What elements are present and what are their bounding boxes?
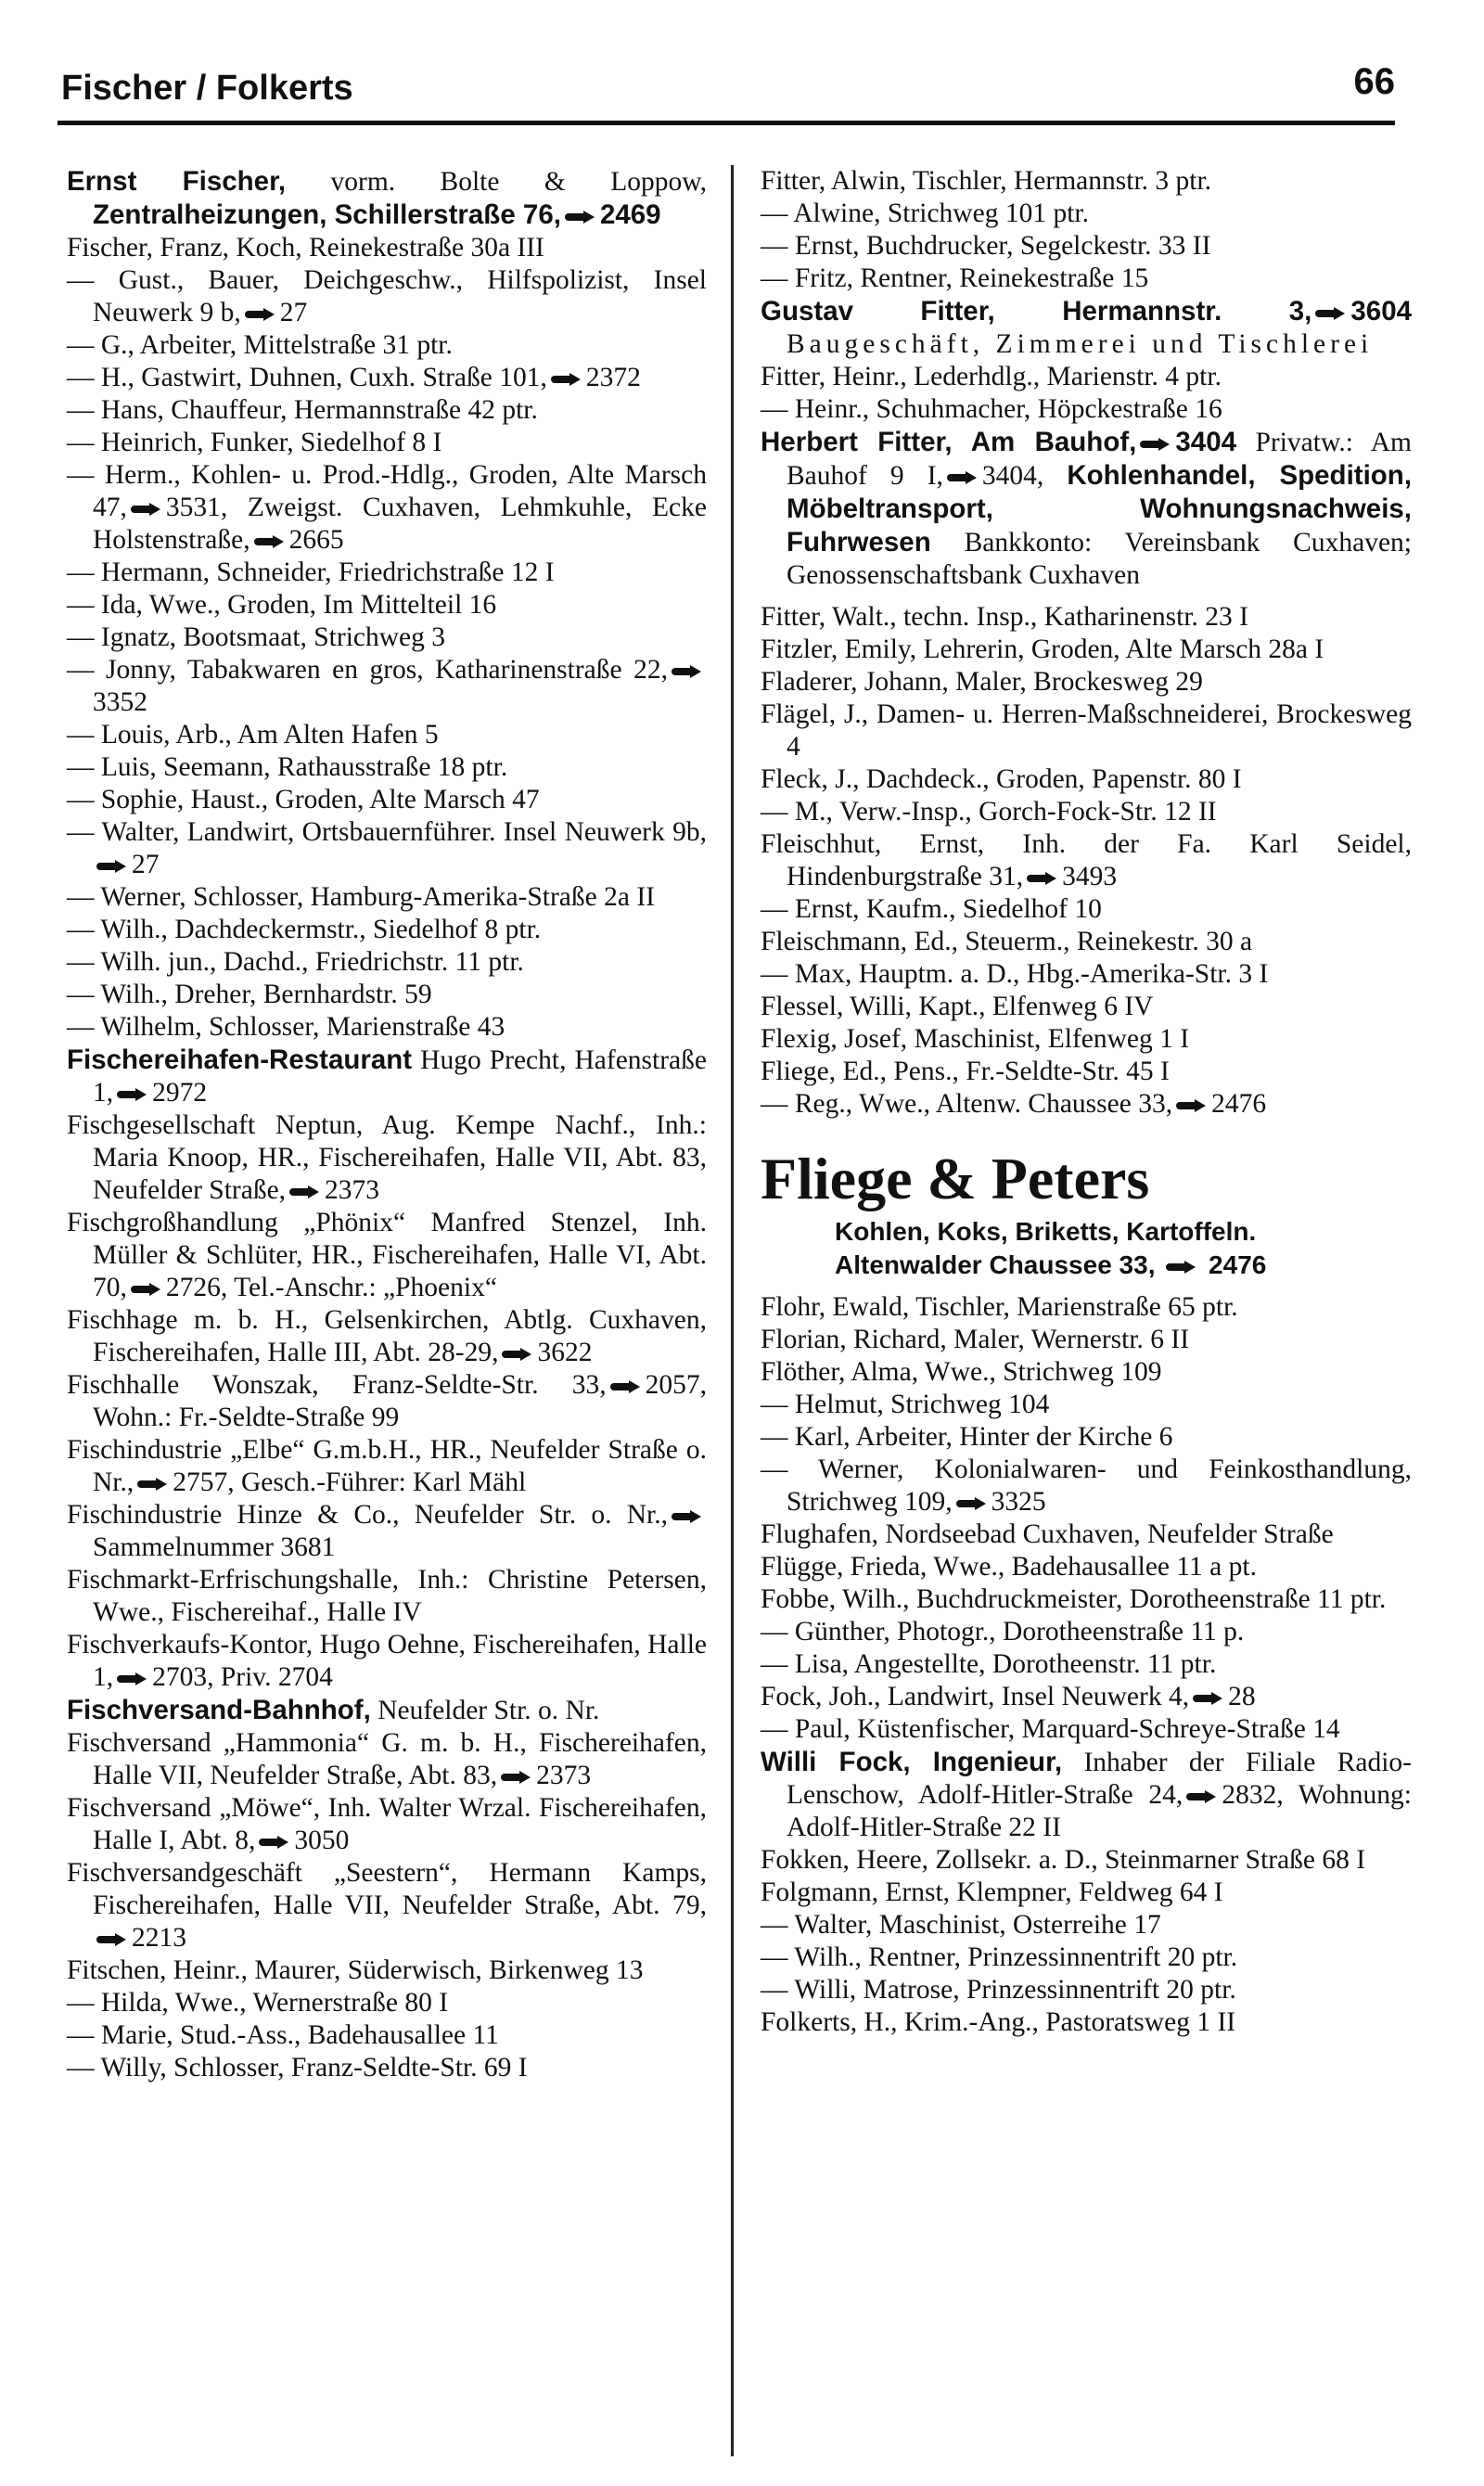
telephone-icon	[1186, 1790, 1218, 1803]
entry-text: Fischversand „Hammonia“ G. m. b. H., Fischereihafen, Halle VII, Neufelder Straße, Abt. 83,	[67, 1728, 707, 1790]
entry-text: — Ida, Wwe., Groden, Im Mittelteil 16	[67, 590, 497, 620]
directory-entry	[67, 751, 707, 784]
directory-entry	[67, 1987, 707, 2019]
directory-entry	[761, 828, 1412, 893]
telephone-icon	[245, 308, 276, 321]
directory-entry	[761, 991, 1412, 1023]
entry-text: — Walter, Landwirt, Ortsbauernführer. Insel Neuwerk 9b,	[67, 817, 707, 847]
directory-entry	[761, 698, 1412, 763]
entry-text: Fischindustrie Hinze & Co., Neufelder Str. o. Nr.,	[67, 1500, 668, 1530]
entry-text: Baugeschäft, Zimmerei und Tischlerei	[787, 329, 1374, 359]
telephone-icon	[551, 373, 582, 386]
directory-entry	[67, 1109, 707, 1207]
entry-bold-text: Am Bauhof,	[952, 427, 1137, 457]
directory-entry	[67, 1011, 707, 1044]
directory-entry	[761, 1681, 1412, 1713]
entry-text: 2373	[325, 1175, 380, 1205]
telephone-icon	[610, 1380, 642, 1393]
directory-entry	[67, 914, 707, 946]
entry-text: 2213	[132, 1923, 186, 1953]
entry-text: — Günther, Photogr., Dorotheenstraße 11 p.	[761, 1617, 1245, 1647]
directory-entry	[67, 329, 707, 362]
entry-text: — Louis, Arb., Am Alten Hafen 5	[67, 720, 439, 750]
directory-entry	[761, 1088, 1412, 1121]
entry-text: Fischindustrie „Elbe“ G.m.b.H., HR., Neufelder Straße o. Nr.,	[67, 1435, 707, 1497]
entry-text: — Wilh., Dreher, Bernhardstr. 59	[67, 980, 432, 1009]
entry-text: — Fritz, Rentner, Reinekestraße 15	[761, 263, 1149, 293]
directory-entry	[67, 459, 707, 557]
directory-entry	[67, 1434, 707, 1499]
entry-text: — Willi, Matrose, Prinzessinnentrift 20 ptr.	[761, 1975, 1236, 2005]
directory-entry	[67, 881, 707, 914]
entry-text: — Jonny, Tabakwaren en gros, Katharinenstraße 22,	[67, 655, 668, 685]
entry-bold-text: Gustav Fitter,	[761, 296, 995, 327]
entry-text: Fobbe, Wilh., Buchdruckmeister, Dorotheenstraße 11 ptr.	[761, 1584, 1387, 1614]
entry-text: — Heinrich, Funker, Siedelhof 8 I	[67, 428, 442, 457]
directory-entry	[67, 1207, 707, 1304]
directory-entry	[761, 1421, 1412, 1454]
telephone-icon	[1027, 872, 1058, 885]
directory-entry	[67, 2052, 707, 2084]
directory-entry	[67, 654, 707, 719]
telephone-icon	[1193, 1692, 1224, 1705]
directory-entry	[761, 1909, 1412, 1941]
advertisement-block	[761, 1143, 1412, 1282]
telephone-icon	[1140, 438, 1171, 451]
entry-text: — Sophie, Haust., Groden, Alte Marsch 47	[67, 785, 540, 814]
entry-text: Fleck, J., Dachdeck., Groden, Papenstr. 80 I	[761, 764, 1242, 794]
directory-entry	[761, 666, 1412, 698]
entry-text: — Wilh. jun., Dachd., Friedrichstr. 11 ptr.	[67, 947, 524, 977]
entry-text: 2372	[585, 363, 641, 392]
entry-text: Fischversand „Möwe“, Inh. Walter Wrzal. Fischereihafen, Halle I, Abt. 8,	[67, 1793, 707, 1855]
column-divider	[731, 165, 734, 2456]
directory-entry	[67, 557, 707, 589]
entry-text: Neufelder Str. o. Nr.	[370, 1696, 600, 1725]
entry-text: Fleischhut, Ernst, Inh. der Fa. Karl Seidel, Hindenburgstraße 31,	[761, 829, 1412, 891]
entry-text: — Ernst, Buchdrucker, Segelckestr. 33 II	[761, 231, 1211, 261]
advertisement-line: Altenwalder Chaussee 33, 2476	[835, 1250, 1267, 1279]
entry-text: Fischhage m. b. H., Gelsenkirchen, Abtlg. Cuxhaven, Fischereihafen, Halle III, Abt. 28-29,	[67, 1305, 707, 1367]
entry-text: — Hans, Chauffeur, Hermannstraße 42 ptr.	[67, 395, 538, 425]
directory-entry	[67, 1792, 707, 1857]
entry-bold-text: 2469	[599, 199, 661, 230]
entry-text: — Willy, Schlosser, Franz-Seldte-Str. 69 I	[67, 2053, 528, 2082]
entry-text: Fitter, Walt., techn. Insp., Katharinenstr. 23 I	[761, 602, 1248, 632]
directory-entry	[761, 361, 1412, 393]
telephone-icon	[259, 1836, 290, 1849]
directory-entry	[67, 1857, 707, 1954]
directory-entry	[67, 1564, 707, 1629]
entry-text: — Luis, Seemann, Rathausstraße 18 ptr.	[67, 752, 508, 782]
entry-text: Fischer, Franz, Koch, Reinekestraße 30a III	[67, 233, 544, 263]
entry-text: 2373	[536, 1761, 592, 1790]
entry-text: Fischverkaufs-Kontor, Hugo Oehne, Fischereihafen, Halle 1,	[67, 1630, 707, 1692]
telephone-icon	[947, 471, 979, 484]
entry-text: — Marie, Stud.-Ass., Badehausallee 11	[67, 2020, 499, 2050]
directory-entry	[761, 1324, 1412, 1356]
left-column	[67, 165, 707, 2084]
directory-entry	[67, 1694, 707, 1727]
directory-entry	[67, 622, 707, 654]
directory-entry	[761, 926, 1412, 958]
entry-text: Flohr, Ewald, Tischler, Marienstraße 65 ptr.	[761, 1292, 1238, 1322]
directory-entry	[761, 1941, 1412, 1974]
telephone-icon	[672, 1510, 703, 1523]
entry-text: Fleischmann, Ed., Steuerm., Reinekestr. 30 a	[761, 927, 1253, 956]
directory-entry	[67, 232, 707, 264]
entry-text: — Helmut, Strichweg 104	[761, 1390, 1050, 1419]
entry-text: Fischversandgeschäft „Seestern“, Hermann Kamps, Fischereihafen, Halle VII, Neufelder Straße, Abt. 79,	[67, 1858, 707, 1920]
entry-text: 3325	[991, 1487, 1046, 1517]
entry-text: Fokken, Heere, Zollsekr. a. D., Steinmarner Straße 68 I	[761, 1845, 1366, 1875]
directory-entry	[761, 1023, 1412, 1056]
directory-entry	[761, 426, 1412, 592]
directory-entry	[761, 393, 1412, 426]
directory-entry	[67, 1954, 707, 1987]
telephone-icon	[1166, 1261, 1197, 1274]
directory-entry	[67, 1044, 707, 1109]
telephone-icon	[131, 1283, 162, 1296]
directory-entry	[761, 1291, 1412, 1324]
directory-entry	[761, 230, 1412, 263]
directory-entry	[761, 165, 1412, 198]
page-header	[58, 56, 1395, 125]
directory-entry	[761, 1616, 1412, 1648]
entry-text: 28	[1228, 1682, 1256, 1711]
directory-entry	[67, 165, 707, 232]
entry-text: 2757, Gesch.-Führer: Karl Mähl	[173, 1467, 527, 1497]
entry-text: Fischmarkt-Erfrischungshalle, Inh.: Christine Petersen, Wwe., Fischereihaf., Halle IV	[67, 1565, 707, 1627]
directory-entry	[67, 427, 707, 459]
directory-entry	[761, 1746, 1412, 1844]
entry-text: 2972	[152, 1078, 208, 1108]
entry-text: 3493	[1062, 862, 1118, 891]
entry-text: — Herm., Kohlen- u. Prod.-Hdlg., Groden, Alte Marsch 47,	[67, 460, 707, 522]
telephone-icon	[96, 1933, 128, 1946]
entry-text: — Wilhelm, Schlosser, Marienstraße 43	[67, 1012, 505, 1042]
entry-text: 3352	[93, 687, 147, 717]
telephone-icon	[254, 535, 286, 548]
entry-text: Fliege, Ed., Pens., Fr.-Seldte-Str. 45 I	[761, 1057, 1170, 1086]
entry-text: 3050	[294, 1826, 350, 1855]
entry-text: Fitter, Alwin, Tischler, Hermannstr. 3 ptr.	[761, 166, 1212, 196]
entry-text: Florian, Richard, Maler, Wernerstr. 6 II	[761, 1325, 1190, 1354]
entry-text: — Max, Hauptm. a. D., Hbg.-Amerika-Str. 3 I	[761, 959, 1269, 989]
header-name-range: Fischer / Folkerts	[61, 69, 353, 108]
entry-text: Fitter, Heinr., Lederhdlg., Marienstr. 4 ptr.	[761, 362, 1222, 391]
entry-text: 3622	[537, 1338, 593, 1367]
directory-entry	[761, 1356, 1412, 1389]
directory-entry	[761, 1877, 1412, 1909]
entry-text: — Lisa, Angestellte, Dorotheenstr. 11 ptr.	[761, 1649, 1217, 1679]
entry-text: Fock, Joh., Landwirt, Insel Neuwerk 4,	[761, 1682, 1190, 1711]
advertisement-title: Fliege & Peters	[761, 1146, 1150, 1211]
entry-text: Fischgroßhandlung „Phönix“ Manfred Stenzel, Inh. Müller & Schlüter, HR., Fischereihafen, Halle VI, Abt. 70,	[67, 1208, 707, 1302]
entry-text: — Hilda, Wwe., Wernerstraße 80 I	[67, 1988, 449, 2018]
entry-bold-text: Willi Fock, Ingenieur,	[761, 1747, 1063, 1777]
entry-text: — Alwine, Strichweg 101 ptr.	[761, 199, 1089, 228]
entry-bold-text: Fischereihafen-Restaurant	[67, 1044, 413, 1075]
entry-text: Flessel, Willi, Kapt., Elfenweg 6 IV	[761, 992, 1154, 1021]
entry-text: 27	[132, 850, 160, 879]
directory-entry	[761, 198, 1412, 230]
entry-text: 2665	[288, 525, 344, 555]
directory-entry	[761, 1583, 1412, 1616]
entry-text: Privatw.: Am Bauhof 9 I,	[787, 428, 1413, 491]
entry-text: Inhaber der Filiale Radio-Lenschow, Adolf-Hitler-Straße 24,	[787, 1748, 1412, 1810]
entry-text: 2476	[1211, 1089, 1267, 1119]
entry-text: — Paul, Küstenfischer, Marquard-Schreye-Straße 14	[761, 1714, 1340, 1744]
directory-entry	[761, 1056, 1412, 1088]
entry-text: 2057, Wohn.: Fr.-Seldte-Straße 99	[93, 1370, 707, 1432]
directory-entry	[761, 601, 1412, 634]
entry-text: 2832, Wohnung: Adolf-Hitler-Straße 22 II	[787, 1780, 1412, 1842]
directory-entry	[67, 2019, 707, 2052]
entry-text: Folkerts, H., Krim.-Ang., Pastoratsweg 1 II	[761, 2007, 1236, 2037]
directory-entry	[761, 1551, 1412, 1583]
directory-entry	[761, 893, 1412, 926]
entry-bold-text: 3404	[1175, 427, 1237, 457]
directory-entry	[761, 295, 1412, 361]
directory-entry	[761, 958, 1412, 991]
entry-text: Bankkonto: Vereinsbank Cuxhaven; Genossenschaftsbank Cuxhaven	[787, 528, 1412, 590]
entry-text: — Wilh., Dachdeckermstr., Siedelhof 8 ptr.	[67, 915, 542, 944]
directory-entry	[67, 979, 707, 1011]
telephone-icon	[1176, 1099, 1208, 1112]
entry-text: 2726, Tel.-Anschr.: „Phoenix“	[165, 1273, 497, 1302]
entry-bold-text: Ernst Fischer,	[67, 166, 287, 197]
directory-entry	[761, 634, 1412, 666]
directory-entry	[67, 784, 707, 816]
directory-entry	[761, 1974, 1412, 2006]
telephone-icon	[131, 503, 162, 516]
entry-text: — Ignatz, Bootsmaat, Strichweg 3	[67, 622, 446, 652]
telephone-icon	[502, 1348, 533, 1361]
directory-entry	[761, 1648, 1412, 1681]
entry-bold-text: 3604	[1350, 296, 1413, 327]
telephone-icon	[137, 1478, 169, 1491]
entry-text: — Ernst, Kaufm., Siedelhof 10	[761, 894, 1102, 924]
directory-entry	[761, 1844, 1412, 1877]
entry-text: 27	[279, 298, 308, 327]
entry-text: — Gust., Bauer, Deichgeschw., Hilfspolizist, Insel Neuwerk 9 b,	[67, 265, 707, 327]
directory-entry	[67, 362, 707, 394]
entry-text: — Wilh., Rentner, Prinzessinnentrift 20 ptr.	[761, 1942, 1238, 1972]
entry-text: 2703, Priv. 2704	[152, 1662, 333, 1692]
directory-entry	[67, 1369, 707, 1434]
directory-entry	[67, 1727, 707, 1792]
telephone-icon	[956, 1497, 988, 1510]
right-column	[761, 165, 1412, 2039]
directory-entry	[67, 264, 707, 329]
directory-entry	[67, 719, 707, 751]
directory-entry	[761, 796, 1412, 828]
entry-bold-text: Herbert Fitter,	[761, 427, 953, 457]
entry-text: — H., Gastwirt, Duhnen, Cuxh. Straße 101,	[67, 363, 547, 392]
entry-bold-text: Kohlenhandel, Spedition, Möbeltransport, Wohnungsnachweis, Fuhrwesen	[787, 460, 1413, 557]
directory-entry	[67, 1304, 707, 1369]
entry-text: Fitzler, Emily, Lehrerin, Groden, Alte Marsch 28a I	[761, 634, 1324, 664]
entry-text: Fischgesellschaft Neptun, Aug. Kempe Nachf., Inh.: Maria Knoop, HR., Fischereihafen, Halle VII, Abt. 83, Neufelder Straße,	[67, 1110, 707, 1205]
advertisement-line: Kohlen, Koks, Briketts, Kartoffeln.	[835, 1217, 1257, 1246]
entry-text: Fischhalle Wonszak, Franz-Seldte-Str. 33,	[67, 1370, 607, 1400]
entry-bold-text: Fischversand-Bahnhof,	[67, 1695, 371, 1725]
directory-entry	[761, 1519, 1412, 1551]
entry-text: — Walter, Maschinist, Osterreihe 17	[761, 1910, 1161, 1940]
telephone-icon	[117, 1088, 148, 1101]
entry-text: 3404,	[981, 461, 1068, 491]
entry-text: vorm. Bolte & Loppow,	[286, 167, 707, 197]
directory-entry	[761, 1454, 1412, 1519]
directory-entry	[67, 1499, 707, 1564]
telephone-icon	[117, 1672, 148, 1685]
directory-entry	[761, 1389, 1412, 1421]
entry-text: Flughafen, Nordseebad Cuxhaven, Neufelder Straße	[761, 1519, 1334, 1549]
entry-text: Flöther, Alma, Wwe., Strichweg 109	[761, 1357, 1162, 1387]
telephone-icon	[289, 1185, 321, 1198]
page-number: 66	[1353, 61, 1395, 102]
entry-text: Sammelnummer 3681	[93, 1532, 336, 1562]
entry-text: Flägel, J., Damen- u. Herren-Maßschneiderei, Brockesweg 4	[761, 699, 1412, 762]
entry-text: Flexig, Josef, Maschinist, Elfenweg 1 I	[761, 1024, 1190, 1054]
entry-text: — G., Arbeiter, Mittelstraße 31 ptr.	[67, 330, 453, 360]
entry-text: — Werner, Kolonialwaren- und Feinkosthandlung, Strichweg 109,	[761, 1454, 1412, 1517]
directory-entry	[761, 763, 1412, 796]
telephone-icon	[1315, 307, 1347, 320]
entry-bold-text: Hermannstr. 3,	[994, 296, 1312, 327]
entry-text: — Heinr., Schuhmacher, Höpckestraße 16	[761, 394, 1222, 424]
entry-text: — M., Verw.-Insp., Gorch-Fock-Str. 12 II	[761, 797, 1217, 827]
directory-entry	[67, 394, 707, 427]
telephone-icon	[501, 1771, 532, 1784]
entry-text: — Karl, Arbeiter, Hinter der Kirche 6	[761, 1422, 1173, 1452]
directory-entry	[67, 1629, 707, 1694]
entry-text: Fitschen, Heinr., Maurer, Süderwisch, Birkenweg 13	[67, 1955, 644, 1985]
directory-entry	[761, 263, 1412, 295]
telephone-icon	[96, 860, 128, 873]
entry-text: — Werner, Schlosser, Hamburg-Amerika-Straße 2a II	[67, 882, 655, 912]
directory-entry	[67, 589, 707, 622]
telephone-icon	[565, 211, 596, 224]
entry-text: — Reg., Wwe., Altenw. Chaussee 33,	[761, 1089, 1173, 1119]
entry-text: 3531, Zweigst. Cuxhaven, Lehmkuhle, Ecke Holstenstraße,	[93, 493, 707, 555]
entry-bold-text: Zentralheizungen, Schillerstraße 76,	[93, 199, 561, 230]
entry-text: Folgmann, Ernst, Klempner, Feldweg 64 I	[761, 1877, 1223, 1907]
entry-text: Fladerer, Johann, Maler, Brockesweg 29	[761, 667, 1203, 697]
directory-entry	[67, 946, 707, 979]
directory-entry	[761, 1713, 1412, 1746]
entry-text: Flügge, Frieda, Wwe., Badehausallee 11 a pt.	[761, 1552, 1257, 1582]
directory-entry	[761, 2006, 1412, 2039]
directory-entry	[67, 816, 707, 881]
telephone-icon	[672, 665, 703, 678]
entry-text: Hugo Precht, Hafenstraße 1,	[93, 1045, 707, 1108]
entry-text: — Hermann, Schneider, Friedrichstraße 12 I	[67, 557, 555, 587]
